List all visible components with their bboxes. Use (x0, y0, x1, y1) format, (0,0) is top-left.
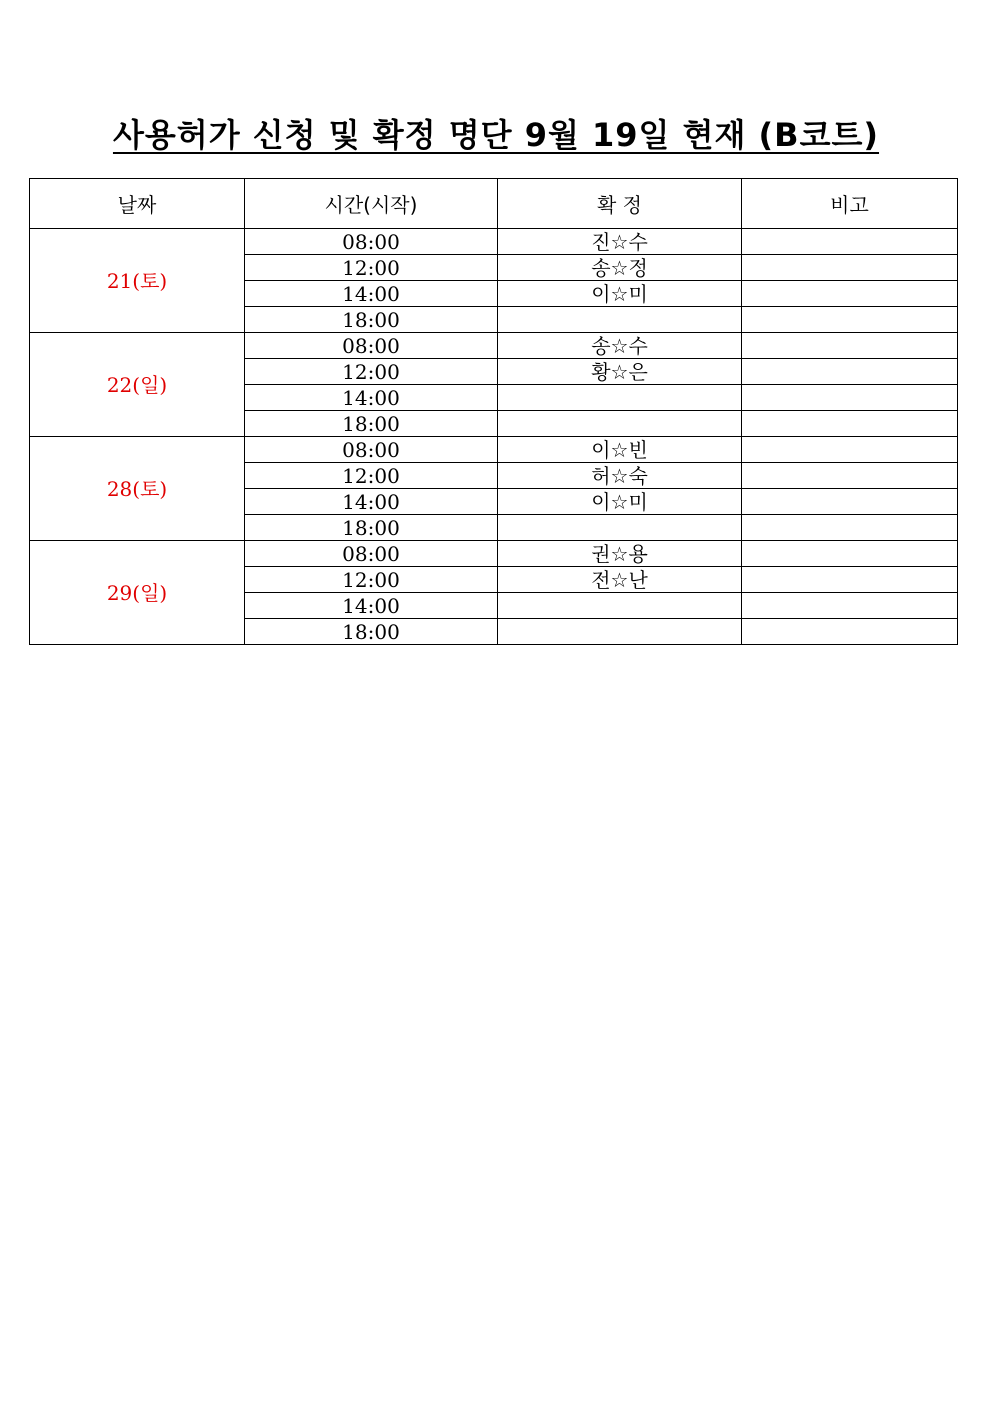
date-cell: 28(토) (30, 437, 245, 541)
header-note: 비고 (742, 179, 958, 229)
date-cell: 21(토) (30, 229, 245, 333)
time-cell: 14:00 (245, 593, 498, 619)
note-cell (742, 437, 958, 463)
header-row (30, 179, 958, 229)
time-cell: 18:00 (245, 411, 498, 437)
note-cell (742, 567, 958, 593)
table-row (30, 541, 958, 567)
time-cell: 18:00 (245, 619, 498, 645)
time-cell: 18:00 (245, 515, 498, 541)
confirmed-cell: 이☆빈 (498, 437, 742, 463)
note-cell (742, 229, 958, 255)
confirmed-cell (498, 411, 742, 437)
time-cell: 18:00 (245, 307, 498, 333)
table-row (30, 333, 958, 359)
note-cell (742, 489, 958, 515)
confirmed-cell: 진☆수 (498, 229, 742, 255)
confirmed-cell: 이☆미 (498, 489, 742, 515)
time-cell: 14:00 (245, 385, 498, 411)
note-cell (742, 619, 958, 645)
confirmed-cell: 전☆난 (498, 567, 742, 593)
table-header (30, 179, 958, 229)
note-cell (742, 411, 958, 437)
header-confirmed: 확 정 (498, 179, 742, 229)
note-cell (742, 281, 958, 307)
time-cell: 12:00 (245, 567, 498, 593)
table-row (30, 229, 958, 255)
note-cell (742, 593, 958, 619)
confirmed-cell (498, 307, 742, 333)
note-cell (742, 385, 958, 411)
confirmed-cell: 송☆정 (498, 255, 742, 281)
document-title: 사용허가 신청 및 확정 명단 9월 19일 현재 (B코트) (112, 116, 880, 154)
time-cell: 12:00 (245, 359, 498, 385)
time-cell: 08:00 (245, 541, 498, 567)
time-cell: 14:00 (245, 281, 498, 307)
confirmed-cell: 권☆용 (498, 541, 742, 567)
document-title-wrapper (0, 110, 992, 156)
note-cell (742, 255, 958, 281)
table-row (30, 437, 958, 463)
note-cell (742, 307, 958, 333)
note-cell (742, 515, 958, 541)
date-cell: 22(일) (30, 333, 245, 437)
time-cell: 08:00 (245, 333, 498, 359)
confirmed-cell: 송☆수 (498, 333, 742, 359)
time-cell: 12:00 (245, 255, 498, 281)
confirmed-cell: 이☆미 (498, 281, 742, 307)
header-date: 날짜 (30, 179, 245, 229)
date-cell: 29(일) (30, 541, 245, 645)
note-cell (742, 463, 958, 489)
time-cell: 14:00 (245, 489, 498, 515)
schedule-table (29, 178, 958, 645)
confirmed-cell: 허☆숙 (498, 463, 742, 489)
note-cell (742, 359, 958, 385)
note-cell (742, 541, 958, 567)
header-start-time: 시간(시작) (245, 179, 498, 229)
confirmed-cell (498, 619, 742, 645)
confirmed-cell: 황☆은 (498, 359, 742, 385)
note-cell (742, 333, 958, 359)
confirmed-cell (498, 593, 742, 619)
table-body (30, 229, 958, 645)
confirmed-cell (498, 385, 742, 411)
time-cell: 08:00 (245, 229, 498, 255)
time-cell: 08:00 (245, 437, 498, 463)
time-cell: 12:00 (245, 463, 498, 489)
confirmed-cell (498, 515, 742, 541)
